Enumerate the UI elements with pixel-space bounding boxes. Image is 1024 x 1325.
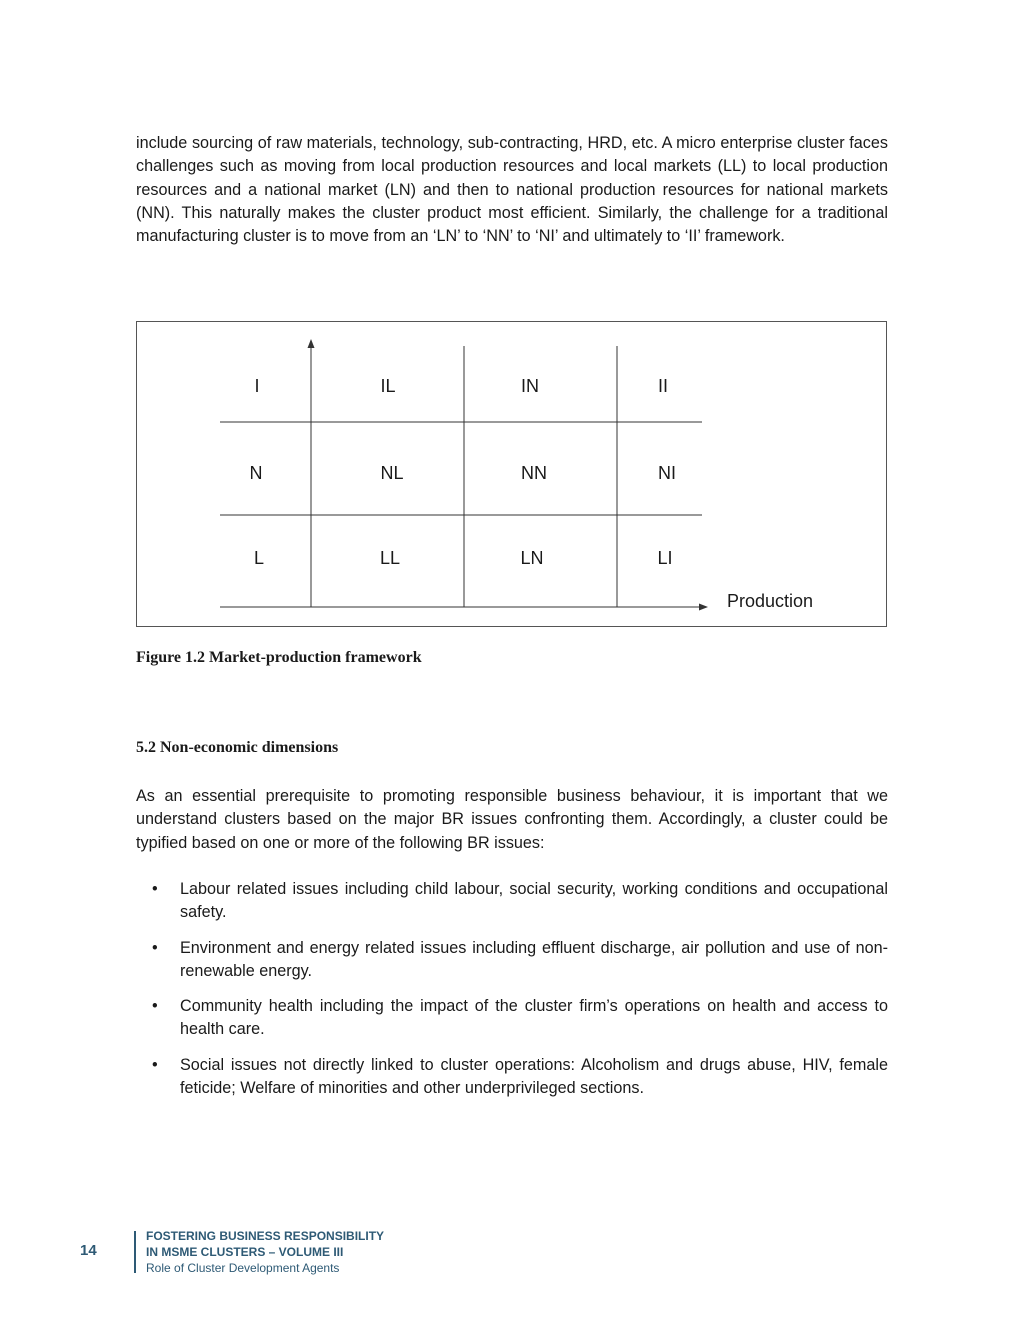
cell-ni: NI bbox=[658, 463, 676, 483]
bullet-icon: • bbox=[152, 1055, 158, 1074]
list-item bbox=[136, 1054, 888, 1101]
footer-divider bbox=[134, 1231, 136, 1273]
cell-il: IL bbox=[380, 376, 396, 396]
market-production-figure bbox=[136, 321, 887, 627]
cell-ii: II bbox=[657, 376, 669, 396]
bullet-icon: • bbox=[152, 997, 158, 1016]
cell-nn: NN bbox=[521, 463, 547, 483]
body-paragraph: As an essential prerequisite to promoting responsible business behaviour, it is important that we understand clusters based on the major BR issues confronting them. Accordingly, a cluster could be typified based on one or more of the following BR issues: bbox=[136, 787, 888, 852]
list-item-text: Environment and energy related issues including effluent discharge, air pollution and use of non-renewable energy. bbox=[180, 938, 888, 980]
list-item-text: Social issues not directly linked to cluster operations: Alcoholism and drugs abuse, HIV, female feticide; Welfare of minorities and other underprivileged sections. bbox=[180, 1055, 888, 1098]
cell-ll: LL bbox=[379, 548, 401, 568]
row-label-n: N bbox=[249, 463, 263, 483]
page-number: 14 bbox=[80, 1242, 97, 1259]
row-label-l: L bbox=[253, 548, 265, 568]
bullet-icon: • bbox=[152, 880, 158, 898]
br-issues-list bbox=[136, 878, 888, 1112]
intro-paragraph: include sourcing of raw materials, technology, sub-contracting, HRD, etc. A micro enterprise cluster faces challenges such as moving from local production resources and local markets (LL) to local production resources and a national market (LN) and then to national production resources for national markets (NN). This naturally makes the cluster product most efficient. Similarly, the challenge for a traditional manufacturing cluster is to move from an ‘LN’ to ‘NN’ to ‘NI’ and ultimately to ‘II’ framework. bbox=[136, 134, 888, 246]
x-axis-arrowhead bbox=[699, 604, 708, 611]
bullet-icon: • bbox=[152, 938, 158, 957]
footer-running-title bbox=[146, 1228, 384, 1276]
x-axis-label: Production bbox=[727, 591, 814, 611]
section-heading: 5.2 Non-economic dimensions bbox=[136, 739, 339, 756]
cell-li: LI bbox=[657, 548, 673, 568]
list-item bbox=[136, 937, 888, 984]
list-item-text: Community health including the impact of the cluster firm’s operations on health and access to health care. bbox=[180, 997, 888, 1039]
footer-title-line-2: IN MSME CLUSTERS – VOLUME III bbox=[146, 1245, 344, 1259]
list-item bbox=[136, 878, 888, 925]
cell-ln: LN bbox=[520, 548, 544, 568]
row-label-i: I bbox=[254, 376, 260, 396]
figure-caption: Figure 1.2 Market-production framework bbox=[136, 649, 422, 666]
list-item-text: Labour related issues including child labour, social security, working conditions and occupational safety. bbox=[180, 880, 888, 922]
list-item bbox=[136, 995, 888, 1042]
cell-in: IN bbox=[521, 376, 539, 396]
footer-subtitle: Role of Cluster Development Agents bbox=[146, 1261, 340, 1275]
y-axis-arrowhead bbox=[308, 339, 315, 348]
footer-title-line-1: FOSTERING BUSINESS RESPONSIBILITY bbox=[146, 1229, 385, 1243]
cell-nl: NL bbox=[380, 463, 404, 483]
